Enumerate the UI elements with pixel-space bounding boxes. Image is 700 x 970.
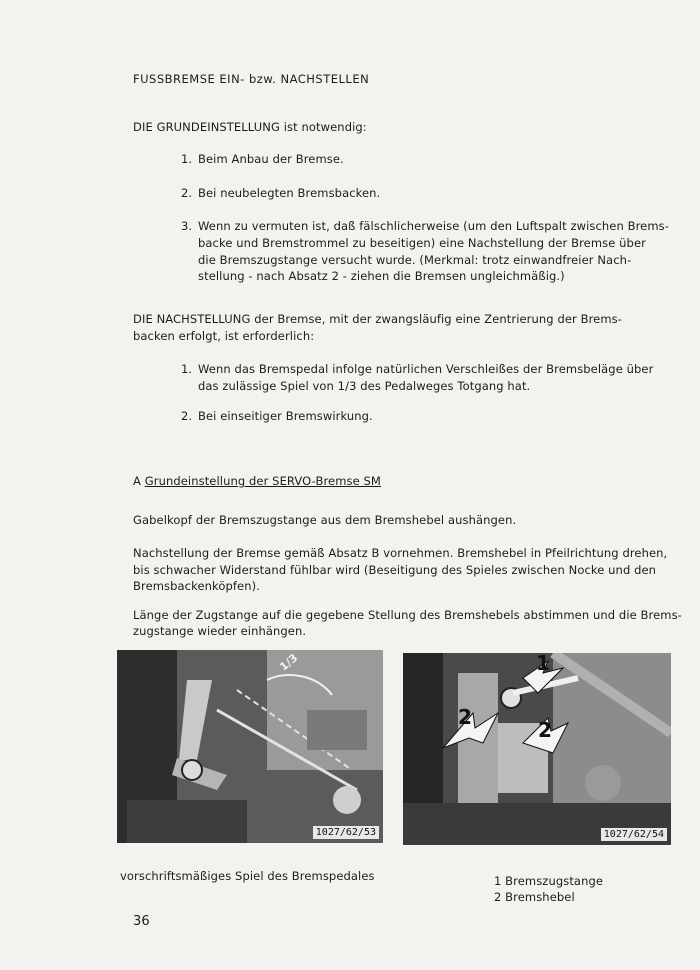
basic-setting-lead: DIE GRUNDEINSTELLUNG: [133, 120, 280, 134]
adjust-item-2-number: 2.: [181, 409, 193, 423]
adjustment-lead-rest: der Bremse, mit der zwangsläufig eine Zentrierung der Brems-: [254, 312, 622, 326]
section-a-heading: [133, 473, 381, 490]
adjust-item-1-line-2: das zulässige Spiel von 1/3 des Pedalweges Totgang hat.: [198, 379, 531, 393]
brake-pedal-photo: [117, 650, 383, 843]
adjust-item-2-text: Bei einseitiger Bremswirkung.: [198, 409, 373, 423]
basic-item-3-number: 3.: [181, 219, 193, 233]
basic-item-2-number: 2.: [181, 186, 193, 200]
basic-item-1-number: 1.: [181, 152, 193, 166]
photo-1-caption: vorschriftsmäßiges Spiel des Bremspedales: [120, 869, 375, 883]
photo-1-label: 1027/62/53: [313, 826, 379, 839]
section-a-para-1: Gabelkopf der Bremszugstange aus dem Bremshebel aushängen.: [133, 513, 517, 527]
basic-setting-intro: [133, 119, 367, 136]
adjust-item-1-number: 1.: [181, 362, 193, 376]
photo-2-label: 1027/62/54: [601, 828, 667, 841]
section-a-para-2-line-2: bis schwacher Widerstand fühlbar wird (Beseitigung des Spieles zwischen Nocke und den: [133, 563, 657, 577]
legend-item-2: 2 Bremshebel: [494, 890, 575, 904]
adjustment-intro-line-2: backen erfolgt, ist erforderlich:: [133, 329, 315, 343]
marker-1: 1: [536, 653, 550, 675]
basic-item-3-line-1: Wenn zu vermuten ist, daß fälschlicherweise (um den Luftspalt zwischen Brems-: [198, 219, 670, 233]
section-a-title: Grundeinstellung der SERVO-Bremse SM: [144, 474, 381, 488]
basic-item-3-line-4: stellung - nach Absatz 2 - ziehen die Bremsen ungleichmäßig.): [198, 269, 565, 283]
section-a-para-3-line-1: Länge der Zugstange auf die gegebene Stellung des Bremshebels abstimmen und die Brems-: [133, 608, 682, 622]
legend-item-1: 1 Bremszugstange: [494, 874, 604, 888]
adjust-item-1-line-1: Wenn das Bremspedal infolge natürlichen Verschleißes der Bremsbeläge über: [198, 362, 654, 376]
basic-item-1-text: Beim Anbau der Bremse.: [198, 152, 344, 166]
section-a-prefix: A: [133, 474, 141, 488]
adjustment-intro-line-1: [133, 311, 622, 328]
brake-lever-photo: [403, 653, 671, 845]
basic-setting-lead-rest: ist notwendig:: [283, 120, 367, 134]
adjustment-lead: DIE NACHSTELLUNG: [133, 312, 251, 326]
marker-2-right: 2: [538, 718, 552, 742]
brake-lever-illustration: [403, 653, 671, 845]
page-heading: FUSSBREMSE EIN- bzw. NACHSTELLEN: [133, 72, 370, 86]
brake-pedal-illustration: [117, 650, 383, 843]
section-a-para-2-line-1: Nachstellung der Bremse gemäß Absatz B vornehmen. Bremshebel in Pfeilrichtung drehen,: [133, 546, 668, 560]
marker-one-third: 1/3: [277, 651, 301, 674]
marker-2-left: 2: [458, 705, 472, 729]
basic-item-2-text: Bei neubelegten Bremsbacken.: [198, 186, 381, 200]
basic-item-3-line-2: backe und Bremstrommel zu beseitigen) eine Nachstellung der Bremse über: [198, 236, 646, 250]
section-a-para-2-line-3: Bremsbackenköpfen).: [133, 579, 260, 593]
basic-item-3-line-3: die Bremszugstange versucht wurde. (Merkmal: trotz einwandfreier Nach-: [198, 253, 632, 267]
page-number: 36: [133, 914, 150, 929]
section-a-para-3-line-2: zugstange wieder einhängen.: [133, 624, 307, 638]
